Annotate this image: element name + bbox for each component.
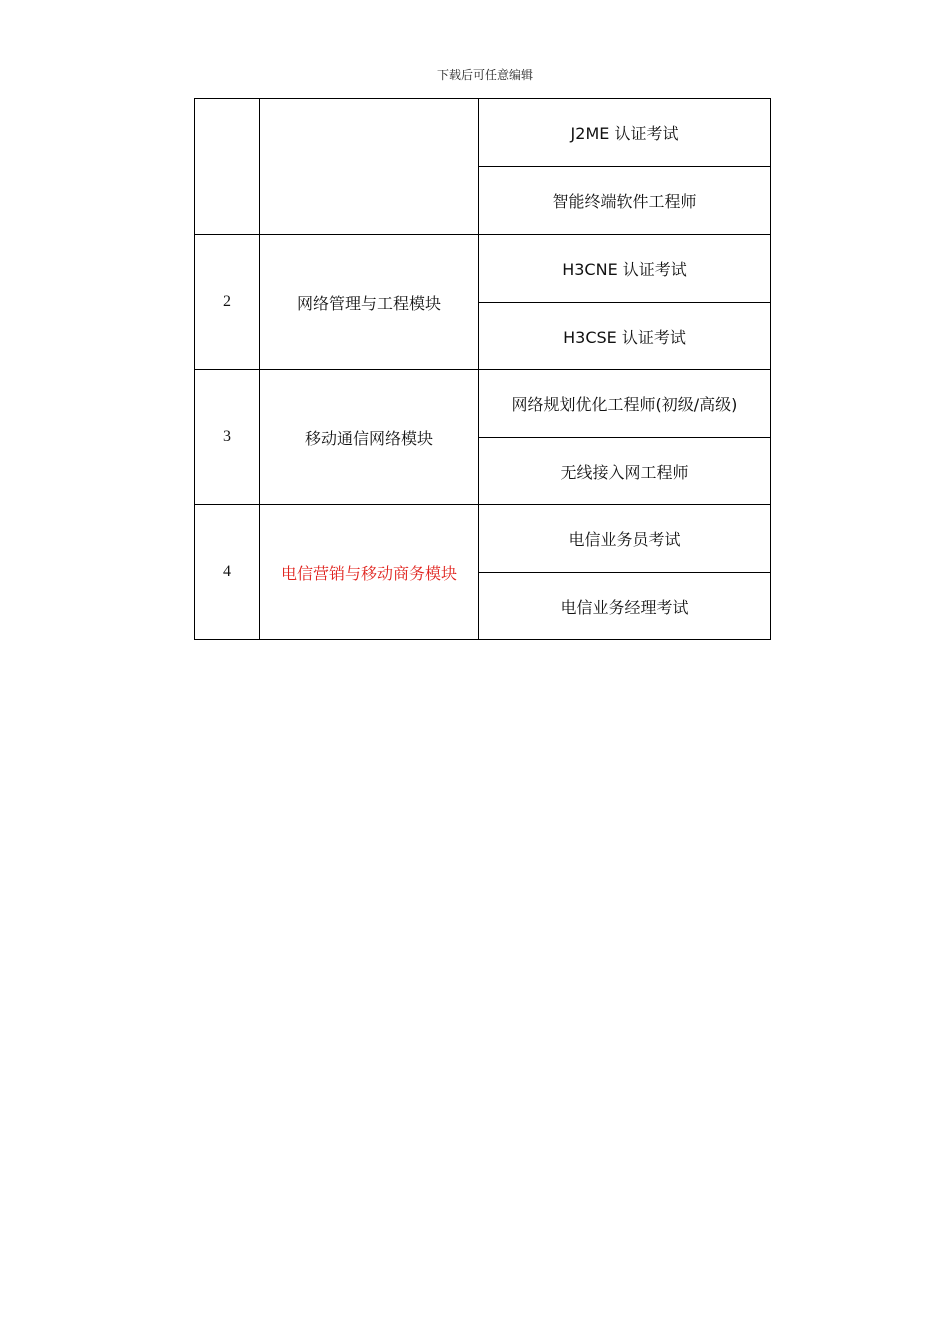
table-row bbox=[195, 235, 771, 303]
certification-cell: H3CSE 认证考试 bbox=[479, 303, 771, 370]
module-name-cell-highlighted: 电信营销与移动商务模块 bbox=[260, 505, 479, 640]
certification-cell: 无线接入网工程师 bbox=[479, 438, 771, 505]
row-number-cell: 2 bbox=[195, 235, 260, 370]
row-number-cell: 3 bbox=[195, 370, 260, 505]
certification-cell: H3CNE 认证考试 bbox=[479, 235, 771, 303]
table-row bbox=[195, 99, 771, 167]
certification-cell: 网络规划优化工程师(初级/高级) bbox=[479, 370, 771, 438]
certification-cell: 智能终端软件工程师 bbox=[479, 167, 771, 235]
certification-cell: 电信业务经理考试 bbox=[479, 573, 771, 640]
table-row bbox=[195, 505, 771, 573]
module-name-cell: 移动通信网络模块 bbox=[260, 370, 479, 505]
row-number-cell bbox=[195, 99, 260, 235]
module-name-cell bbox=[260, 99, 479, 235]
certification-cell: 电信业务员考试 bbox=[479, 505, 771, 573]
table-row bbox=[195, 370, 771, 438]
row-number-cell: 4 bbox=[195, 505, 260, 640]
module-name-cell: 网络管理与工程模块 bbox=[260, 235, 479, 370]
certification-table bbox=[194, 98, 771, 640]
certification-cell: J2ME 认证考试 bbox=[479, 99, 771, 167]
page-header-note: 下载后可任意编辑 bbox=[436, 68, 533, 82]
